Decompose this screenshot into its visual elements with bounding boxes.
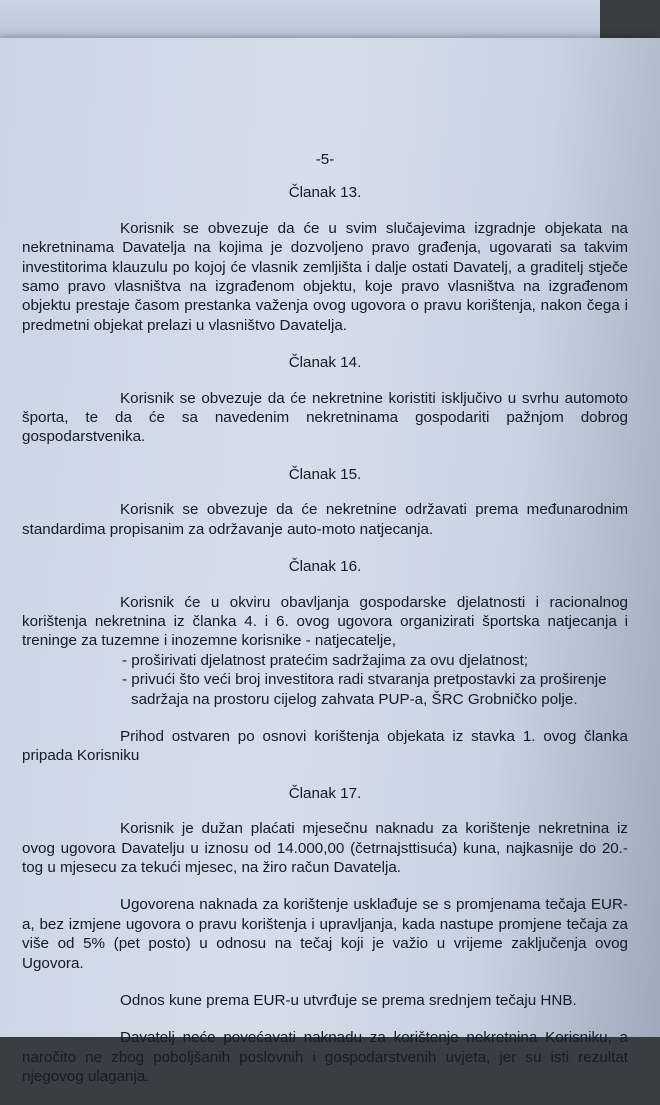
article-heading: Članak 17. [288,784,362,802]
article-paragraph: Korisnik se obvezuje da će u svim slučajevima izgradnje objekata na nekretninama Davatelja na kojima je dozvoljeno pravo građenja, ugovarati sa takvim investitorima klauzulu po kojoj će vlasnik zemljišta i dalje ostati Davatelj, a graditelj stječe samo pravo vlasništva na izgrađenom objektu, koje pravo vlasništva na izgrađenom objektu prestaje časom prestanka važenja ovog ugovora o pravu korištenja, nakon čega i predmetni objekat prelazi u vlasništvo Davatelja. [22,219,628,334]
article-paragraph: Korisnik se obvezuje da će nekretnine održavati prema međunarodnim standardima propisanim za održavanje auto-moto natjecanja. [22,501,628,538]
article-heading: Članak 16. [288,558,362,576]
article-14 [22,353,628,447]
article-paragraph: Davatelj neće povećavati naknadu za korištenje nekretnina Korisniku, a naročito ne zbog poboljšanih poslovnih i gospodarstvenih uvjeta, jer su isti rezultat njegovog ulaganja. [22,1029,628,1086]
article-paragraph: Korisnik će u okviru obavljanja gospodarske djelatnosti i racionalnog korištenja nekretnina iz članka 4. i 6. ovog ugovora organizirati športska natjecanja i treninge za tuzemne i inozemne korisnike - natjecatelje, [22,593,628,650]
article-paragraph: Korisnik se obvezuje da će nekretnine koristiti isključivo u svrhu automoto športa, te da će sa navedenim nekretninama gospodariti pažnjom dobrog gospodarstvenika. [22,389,628,446]
article-heading: Članak 14. [288,354,362,372]
document-page [0,38,660,1086]
article-paragraph: Korisnik je dužan plaćati mjesečnu naknadu za korištenje nekretnina iz ovog ugovora Davatelju u iznosu od 14.000,00 (četrnajsttisuća) kuna, najkasnije do 20.-tog u mjesecu za tekući mjesec, na žiro račun Davatelja. [22,820,628,876]
article-paragraph: Odnos kune prema EUR-u utvrđuje se prema srednjem tečaju HNB. [120,992,577,1009]
document-text [22,150,628,1105]
article-13 [22,183,628,335]
article-heading: Članak 15. [288,465,362,483]
article-16 [22,557,628,766]
bullet-item: - proširivati djelatnost pratećim sadržajima za ovu djelatnost; [122,651,529,669]
bullet-list [22,651,628,709]
article-paragraph: Prihod ostvaren po osnovi korištenja objekata iz stavka 1. ovog članka pripada Korisniku [22,727,628,765]
article-15 [22,465,628,539]
article-heading: Članak 13. [288,184,362,202]
article-paragraph: Ugovorena naknada za korištenje usklađuje se s promjenama tečaja EUR-a, bez izmjene ugovora o pravu korištenja i upravljanja, kada nastupe promjene tečaja za više od 5% (pet posto) u odnosu na tečaj koji je važio u vrijeme zaključenja ovog Ugovora. [22,896,628,972]
bullet-item: - privući što veći broj investitora radi stvaranja pretpostavki za proširenje sadržaja na prostoru cijelog zahvata PUP-a, ŠRC Grobničko polje. [122,671,607,708]
page-number: -5- [315,151,335,168]
article-17 [22,784,628,1087]
